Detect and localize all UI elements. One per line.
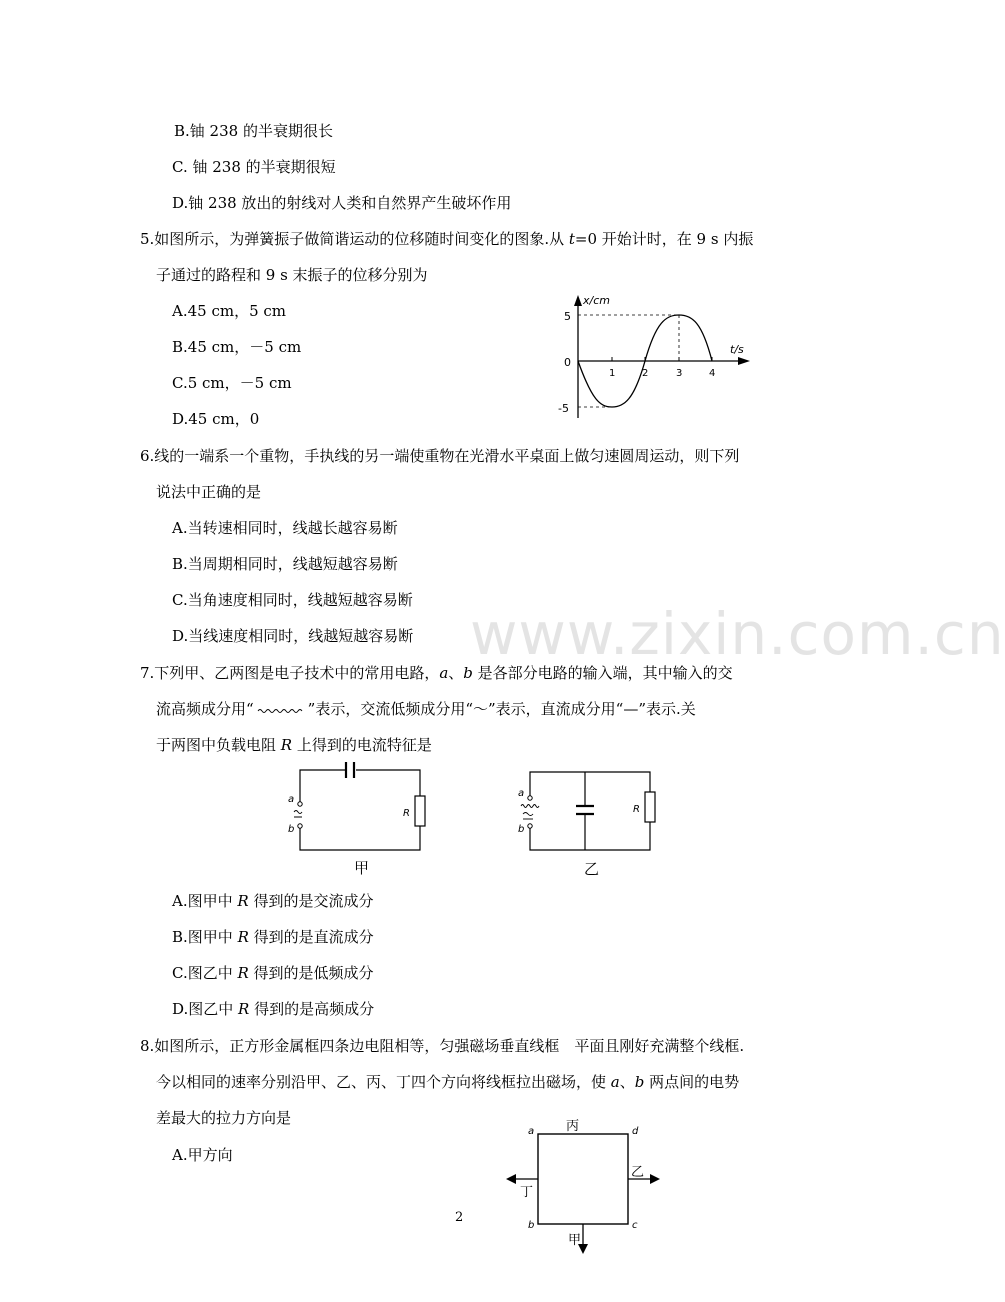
q4-option-b: B.铀 238 的半衰期很长 <box>174 122 333 140</box>
q7-option-a: A.图甲中 R 得到的是交流成分 <box>172 892 374 910</box>
square-frame <box>538 1134 628 1224</box>
q7-stem-line1: 7.下列甲、乙两图是电子技术中的常用电路，a、b 是各部分电路的输入端，其中输入的交 <box>140 664 733 682</box>
high-freq-symbol <box>254 702 308 716</box>
q6-option-a: A.当转速相同时，线越长越容易断 <box>172 519 398 537</box>
source-symbol-high <box>521 805 539 808</box>
terminal-a <box>528 796 532 800</box>
q8-option-a: A.甲方向 <box>172 1146 233 1164</box>
resistor <box>645 792 655 822</box>
y-axis-label: x/cm <box>583 294 610 307</box>
terminal-b <box>528 824 532 828</box>
arrow-right <box>650 1174 660 1184</box>
tick-label-x3: 3 <box>676 368 683 379</box>
q6-stem-line2: 说法中正确的是 <box>156 483 262 501</box>
tick-label-5: 5 <box>564 310 571 323</box>
q8-stem-line3: 差最大的拉力方向是 <box>156 1109 292 1127</box>
circuit-jia <box>282 760 432 880</box>
q4-option-d: D.铀 238 放出的射线对人类和自然界产生破坏作用 <box>172 194 512 212</box>
q8-stem-line1: 8.如图所示，正方形金属框四条边电阻相等，匀强磁场垂直线框 平面且刚好充满整个线框. <box>140 1037 745 1055</box>
q7-stem-line3: 于两图中负载电阻 R 上得到的电流特征是 <box>156 736 432 754</box>
terminal-a <box>298 802 302 806</box>
q7-option-c: C.图乙中 R 得到的是低频成分 <box>172 964 374 982</box>
q8-stem-line2: 今以相同的速率分别沿甲、乙、丙、丁四个方向将线框拉出磁场，使 a、b 两点间的电势 <box>156 1073 740 1091</box>
circuit-yi <box>512 762 662 882</box>
dir-label-jia: 甲 <box>568 1233 582 1248</box>
q4-option-c: C. 铀 238 的半衰期很短 <box>172 158 336 176</box>
tick-label-x4: 4 <box>709 368 716 379</box>
label-a: a <box>288 794 295 805</box>
tick-label-x2: 2 <box>642 368 649 379</box>
source-symbol <box>294 811 302 818</box>
caption-yi: 乙 <box>584 860 600 878</box>
corner-a: a <box>528 1126 535 1137</box>
q7-option-b: B.图甲中 R 得到的是直流成分 <box>172 928 374 946</box>
corner-c: c <box>632 1220 638 1231</box>
dir-label-ding: 丁 <box>520 1185 534 1200</box>
q5-stem-line1: 5.如图所示，为弹簧振子做简谐运动的位移随时间变化的图象.从 t=0 开始计时，在 9 s 内振 <box>140 230 754 248</box>
page-number: 2 <box>455 1210 464 1225</box>
source-symbol-low <box>523 813 533 816</box>
q5-option-c: C.5 cm，－5 cm <box>172 374 292 392</box>
x-axis-arrow <box>738 357 750 365</box>
dir-label-bing: 丙 <box>566 1119 580 1134</box>
q5-option-a: A.45 cm，5 cm <box>172 302 287 320</box>
dir-label-yi: 乙 <box>631 1165 645 1180</box>
q5-option-d: D.45 cm，0 <box>172 410 260 428</box>
label-b: b <box>288 824 295 835</box>
tick-label-0: 0 <box>564 356 571 369</box>
label-b: b <box>518 824 525 835</box>
arrow-left <box>506 1174 516 1184</box>
q5-stem-line2: 子通过的路程和 9 s 末振子的位移分别为 <box>156 266 428 284</box>
q5-option-b: B.45 cm，－5 cm <box>172 338 302 356</box>
terminal-b <box>298 824 302 828</box>
corner-d: d <box>632 1126 639 1137</box>
q6-option-c: C.当角速度相同时，线越短越容易断 <box>172 591 413 609</box>
q6-stem-line1: 6.线的一端系一个重物，手执线的另一端使重物在光滑水平桌面上做匀速圆周运动，则下列 <box>140 447 740 465</box>
caption-jia: 甲 <box>354 859 370 877</box>
q5-displacement-graph <box>552 290 762 425</box>
x-axis-label: t/s <box>730 343 744 356</box>
q6-option-b: B.当周期相同时，线越短越容易断 <box>172 555 398 573</box>
resistor <box>415 796 425 826</box>
corner-b: b <box>528 1220 535 1231</box>
q7-stem-line2: 流高频成分用“ ”表示，交流低频成分用“～”表示，直流成分用“—”表示.关 <box>156 700 696 718</box>
tick-label-neg5: -5 <box>558 402 569 415</box>
tick-label-x1: 1 <box>609 368 616 379</box>
q6-option-d: D.当线速度相同时，线越短越容易断 <box>172 627 414 645</box>
q8-square-frame-figure <box>500 1110 670 1260</box>
resistor-label: R <box>633 804 640 815</box>
label-a: a <box>518 788 525 799</box>
q7-option-d: D.图乙中 R 得到的是高频成分 <box>172 1000 375 1018</box>
resistor-label: R <box>403 808 410 819</box>
watermark: www.zixin.com.cn <box>470 600 1005 668</box>
y-axis-arrow <box>574 295 582 306</box>
